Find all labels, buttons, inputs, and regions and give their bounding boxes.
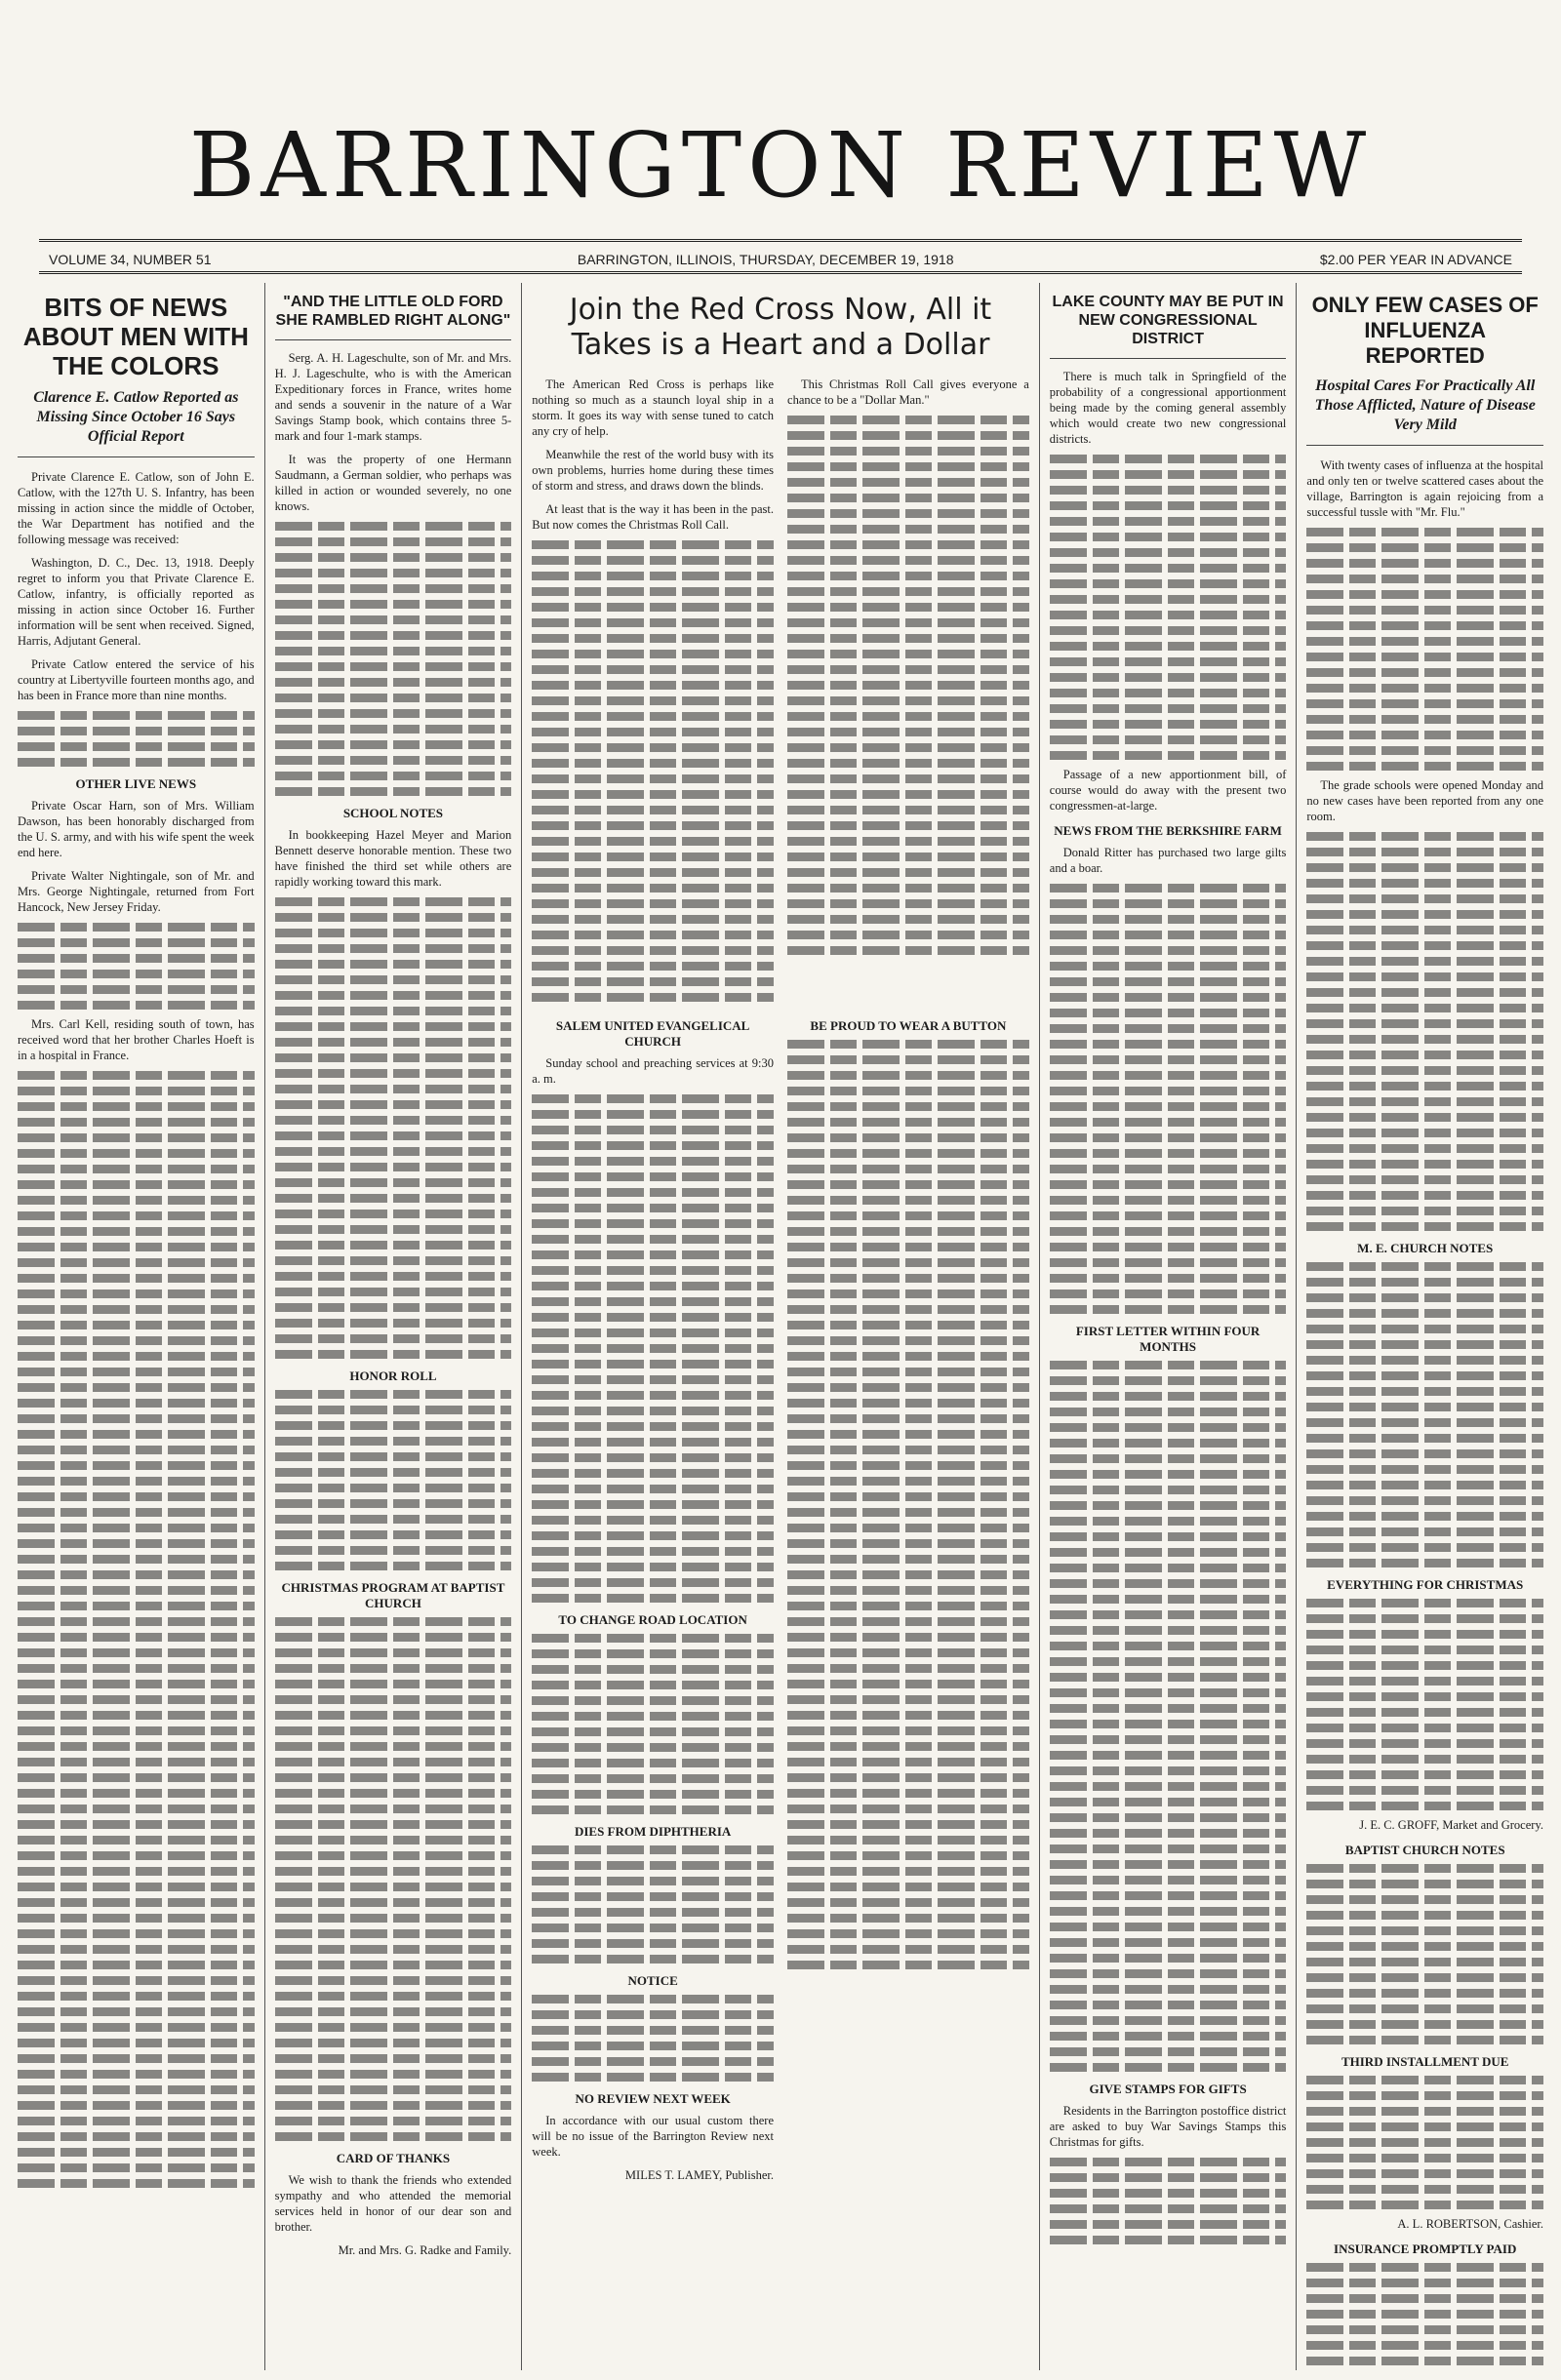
column-4 [1040,283,1298,2370]
subheading-evangelical-church: SALEM UNITED EVANGELICAL CHURCH [555,1018,750,1049]
column-1 [8,283,265,2370]
column-3 [522,283,1040,2370]
article-paragraph: At least that is the way it has been in the past. But now comes the Christmas Roll Call. [532,502,775,532]
masthead: BARRINGTON REVIEW [188,113,1373,218]
article-paragraph: Private Walter Nightingale, son of Mr. and Mrs. George Nightingale, returned from Fort Hancock, New Jersey Friday. [18,869,255,914]
headline-ford: "AND THE LITTLE OLD FORD SHE RAMBLED RIGHT ALONG" [275,294,511,329]
subheading-button: BE PROUD TO WEAR A BUTTON [810,1018,1007,1033]
headline-lake-county: LAKE COUNTY MAY BE PUT IN NEW CONGRESSIONAL DISTRICT [1052,294,1284,347]
signature: J. E. C. GROFF, Market and Grocery. [1359,1818,1544,1832]
article-paragraph: Residents in the Barrington postoffice district are asked to buy War Savings Stamps this Christmas for gifts. [1049,2104,1287,2149]
article-paragraph: We wish to thank the friends who extended sympathy and who attended the memorial services held in honor of our dear son and brother. [274,2173,512,2234]
article-paragraph: The grade schools were opened Monday and no new cases have been reported from any one room. [1306,778,1544,823]
subheading-no-review: NO REVIEW NEXT WEEK [575,2091,731,2106]
subheading-berkshire-farm: NEWS FROM THE BERKSHIRE FARM [1054,823,1282,838]
article-paragraph: It was the property of one Hermann Saudmann, a German soldier, who perhaps was killed in action or wounded severely, no one knows. [274,453,512,513]
subheading-first-letter: FIRST LETTER WITHIN FOUR MONTHS [1075,1324,1261,1354]
subheading-diphtheria: DIES FROM DIPHTHERIA [574,1824,732,1839]
article-paragraph: In bookkeeping Hazel Meyer and Marion Bennett deserve honorable mention. These two have finished the third set while others are rapidly working toward this mark. [274,828,512,889]
headline-red-cross: Join the Red Cross Now, All it Takes is a Heart and a Dollar [569,293,992,362]
deck-catlow: Clarence E. Catlow Reported as Missing Since October 16 Says Official Report [18,388,255,457]
volume-number: VOLUME 34, NUMBER 51 [49,252,212,267]
subheading-insurance: INSURANCE PROMPTLY PAID [1334,2241,1517,2256]
column-2 [265,283,523,2370]
place-date: BARRINGTON, ILLINOIS, THURSDAY, DECEMBER 19, 1918 [577,252,954,267]
article-paragraph: Private Clarence E. Catlow, son of John E. Catlow, with the 127th U. S. Infantry, has been missing in action since the middle of October, the War Department has notified and the following message was received: [18,470,255,546]
article-paragraph: Mrs. Carl Kell, residing south of town, has received word that her brother Charles Hoeft is in a hospital in France. [18,1017,255,1062]
signature: MILES T. LAMEY, Publisher. [624,2168,775,2182]
article-paragraph: Private Catlow entered the service of his country at Libertyville fourteen months ago, and has been in France more than nine months. [18,657,255,702]
signature: A. L. ROBERTSON, Cashier. [1397,2217,1544,2231]
subscription-price: $2.00 PER YEAR IN ADVANCE [1319,252,1512,267]
subheading-other-news: OTHER LIVE NEWS [75,776,197,791]
article-paragraph: Serg. A. H. Lageschulte, son of Mr. and Mrs. H. J. Lageschulte, who is with the American Expeditionary forces in France, writes home and sends a souvenir in the nature of a War Savings Stamp book, which contains three 5-mark and four 1-mark stamps. [274,351,512,443]
subheading-me-church: M. E. CHURCH NOTES [1357,1241,1494,1255]
article-paragraph: Donald Ritter has purchased two large gilts and a boar. [1049,846,1287,875]
article-paragraph: There is much talk in Springfield of the probability of a congressional apportionment being made by the coming general assembly which would create two new congressional districts. [1049,370,1287,446]
subheading-everything-christmas: EVERYTHING FOR CHRISTMAS [1327,1577,1524,1592]
dateline [39,239,1522,274]
subheading-give-stamps: GIVE STAMPS FOR GIFTS [1089,2082,1247,2096]
subheading-notice: NOTICE [627,1973,678,1988]
article-paragraph: With twenty cases of influenza at the hospital and only ten or twelve scattered cases about the village, Barrington is again rejoicing from a successful tussle with "Mr. Flu." [1306,458,1544,519]
column-5 [1297,283,1553,2370]
article-paragraph: Meanwhile the rest of the world busy with its own problems, hurries home during these times of storm and stress, and draws down the blinds. [532,448,775,493]
subheading-baptist-notes: BAPTIST CHURCH NOTES [1344,1843,1505,1857]
subheading-christmas-program: CHRISTMAS PROGRAM AT BAPTIST CHURCH [281,1580,505,1610]
article-paragraph: Private Oscar Harn, son of Mrs. William Dawson, has been honorably discharged from the U. S. army, and with his wife spent the week end here. [18,799,255,859]
article-paragraph: The American Red Cross is perhaps like nothing so much as a staunch loyal ship in a storm. It goes its way with sense tuned to catch any cry of help. [532,377,775,438]
subheading-card-of-thanks: CARD OF THANKS [336,2151,451,2165]
article-paragraph: Passage of a new apportionment bill, of course would do away with the present two congressmen-at-large. [1049,768,1287,813]
article-paragraph: This Christmas Roll Call gives everyone a chance to be a "Dollar Man." [787,377,1029,407]
article-columns [8,283,1553,2370]
article-paragraph: Sunday school and preaching services at 9:30 a. m. [532,1056,775,1086]
deck-hospital: Hospital Cares For Practically All Those Afflicted, Nature of Disease Very Mild [1306,377,1543,446]
signature: Mr. and Mrs. G. Radke and Family. [338,2243,512,2257]
article-paragraph: Washington, D. C., Dec. 13, 1918. Deeply regret to inform you that Private Clarence E. Catlow, infantry, is officially reported as missing in action since October 16. Further information will be sent when received. Signed, Harris, Adjutant General. [18,556,255,648]
headline-colors: BITS OF NEWS ABOUT MEN WITH THE COLORS [22,293,249,380]
article-paragraph: In accordance with our usual custom there will be no issue of the Barrington Review next week. [532,2114,775,2159]
subheading-honor-roll: HONOR ROLL [349,1368,437,1383]
subheading-school-notes: SCHOOL NOTES [342,806,444,820]
subheading-road-location: TO CHANGE ROAD LOCATION [558,1612,747,1627]
headline-influenza: ONLY FEW CASES OF INFLUENZA REPORTED [1311,293,1539,368]
subheading-third-installment: THIRD INSTALLMENT DUE [1341,2054,1509,2069]
